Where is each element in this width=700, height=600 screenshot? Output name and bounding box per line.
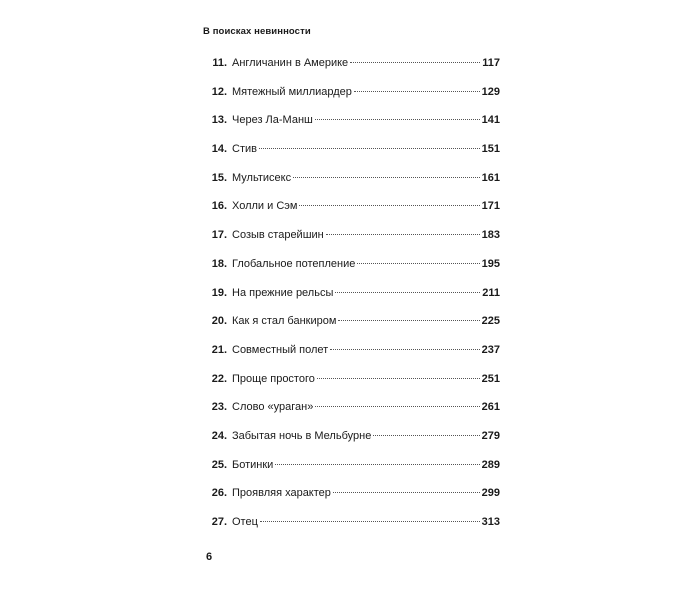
chapter-title: Англичанин в Америке xyxy=(232,57,349,69)
chapter-title: Мультисекс xyxy=(232,171,292,184)
chapter-title: Проще простого xyxy=(232,372,315,385)
chapter-title: Созыв старейшин xyxy=(232,229,324,242)
dot-leader xyxy=(354,91,480,92)
toc-entry xyxy=(203,114,500,143)
chapter-number: 19. xyxy=(211,286,227,299)
toc-entry xyxy=(203,459,500,488)
toc-entry xyxy=(203,172,500,201)
dot-leader xyxy=(350,62,480,63)
chapter-number: 25. xyxy=(211,458,227,471)
chapter-number: 11. xyxy=(212,57,227,69)
chapter-number: 23. xyxy=(211,401,227,414)
toc-entry xyxy=(203,86,500,115)
chapter-number: 12. xyxy=(211,85,227,98)
dot-leader xyxy=(259,148,480,149)
dot-leader xyxy=(326,234,480,235)
dot-leader xyxy=(373,435,479,436)
toc-entry xyxy=(203,373,500,402)
chapter-number: 13. xyxy=(211,114,227,127)
page-number: 225 xyxy=(481,315,500,328)
dot-leader xyxy=(335,292,480,293)
table-of-contents xyxy=(203,57,500,545)
page-number: 151 xyxy=(481,143,500,156)
page-number: 261 xyxy=(481,401,500,414)
dot-leader xyxy=(299,205,479,206)
toc-entry xyxy=(203,344,500,373)
page-number: 299 xyxy=(481,487,500,500)
chapter-title: Глобальное потепление xyxy=(232,257,356,270)
chapter-number: 18. xyxy=(211,257,227,270)
chapter-number: 14. xyxy=(211,143,227,156)
dot-leader xyxy=(260,521,480,522)
chapter-number: 15. xyxy=(211,171,227,184)
chapter-number: 20. xyxy=(211,315,227,328)
page-number: 211 xyxy=(482,286,500,299)
toc-entry xyxy=(203,487,500,516)
dot-leader xyxy=(330,349,479,350)
chapter-number: 26. xyxy=(211,487,227,500)
page-number: 237 xyxy=(481,343,500,356)
chapter-title: Мятежный миллиардер xyxy=(232,85,352,98)
toc-entry xyxy=(203,258,500,287)
chapter-number: 24. xyxy=(211,429,227,442)
chapter-title: На прежние рельсы xyxy=(232,286,334,299)
toc-entry xyxy=(203,200,500,229)
toc-entry xyxy=(203,287,500,316)
chapter-title: Ботинки xyxy=(232,458,274,471)
page-folio: 6 xyxy=(206,551,213,563)
chapter-title: Холли и Сэм xyxy=(232,200,298,213)
chapter-number: 16. xyxy=(211,200,227,213)
page-number: 129 xyxy=(481,85,500,98)
chapter-title: Как я стал банкиром xyxy=(232,315,337,328)
chapter-number: 17. xyxy=(211,229,227,242)
page-number: 251 xyxy=(481,372,500,385)
toc-entry xyxy=(203,430,500,459)
chapter-title: Отец xyxy=(232,516,258,528)
page-number: 183 xyxy=(481,229,500,242)
running-head: В поисках невинности xyxy=(203,26,311,37)
toc-entry xyxy=(203,315,500,344)
chapter-title: Через Ла-Манш xyxy=(232,114,313,127)
page-number: 141 xyxy=(481,114,500,127)
toc-entry xyxy=(203,57,500,86)
toc-entry xyxy=(203,401,500,430)
page-number: 171 xyxy=(481,200,500,213)
dot-leader xyxy=(315,119,480,120)
chapter-title: Проявляя характер xyxy=(232,487,331,500)
dot-leader xyxy=(357,263,479,264)
toc-entry xyxy=(203,516,500,545)
dot-leader xyxy=(317,378,480,379)
page-number: 117 xyxy=(482,57,500,69)
page-number: 161 xyxy=(481,171,500,184)
toc-entry xyxy=(203,143,500,172)
chapter-number: 27. xyxy=(211,516,227,528)
page-number: 195 xyxy=(481,257,500,270)
page-number: 289 xyxy=(481,458,500,471)
page-number: 313 xyxy=(481,516,500,528)
chapter-title: Стив xyxy=(232,143,257,156)
toc-entry xyxy=(203,229,500,258)
dot-leader xyxy=(338,320,479,321)
chapter-number: 21. xyxy=(211,343,227,356)
page-number: 279 xyxy=(481,429,500,442)
chapter-title: Забытая ночь в Мельбурне xyxy=(232,429,372,442)
chapter-number: 22. xyxy=(211,372,227,385)
dot-leader xyxy=(333,492,480,493)
chapter-title: Совместный полет xyxy=(232,343,329,356)
dot-leader xyxy=(293,177,480,178)
dot-leader xyxy=(275,464,479,465)
chapter-title: Слово «ураган» xyxy=(232,401,314,414)
dot-leader xyxy=(315,406,479,407)
